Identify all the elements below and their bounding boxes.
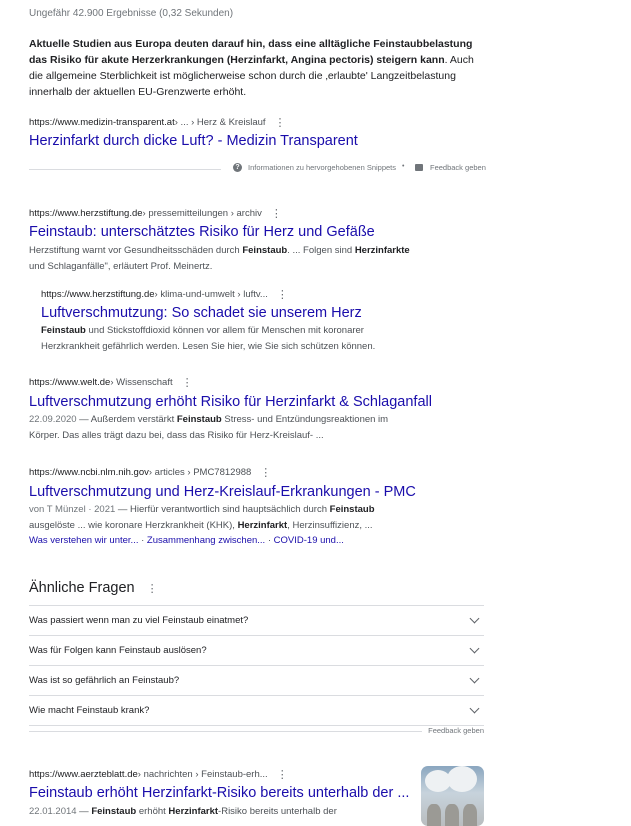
sitelink[interactable]: COVID-19 und... [273, 535, 344, 546]
desc-line [29, 243, 410, 259]
result-title-link[interactable]: Feinstaub erhöht Herzinfarkt-Risiko bereits unterhalb der ... [29, 785, 410, 801]
chevron-down-icon [470, 704, 480, 714]
feedback-label: Feedback geben [430, 163, 486, 172]
desc-bold: Feinstaub [329, 504, 375, 515]
result-domain: https://www.aerzteblatt.de [29, 769, 138, 780]
desc-bold: Feinstaub [41, 325, 86, 336]
more-vert-icon[interactable]: ⋮ [260, 467, 271, 479]
desc-text: und Schlaganfälle", erläutert Prof. Meinertz. [29, 261, 213, 272]
more-vert-icon[interactable]: ⋮ [274, 117, 285, 129]
desc-text: erhöht [136, 806, 169, 817]
featured-domain: https://www.medizin-transparent.at [29, 117, 175, 128]
paa-feedback-row [29, 726, 484, 736]
desc-text: — Hierfür verantwortlich sind hauptsächlich durch [115, 504, 330, 515]
desc-bold: Feinstaub [242, 245, 288, 256]
thumbnail-tower [427, 804, 441, 826]
separator-dot: · [138, 535, 147, 546]
featured-title-link[interactable]: Herzinfarkt durch dicke Luft? - Medizin Transparent [29, 133, 358, 149]
result-cite[interactable] [29, 207, 281, 220]
divider [29, 731, 422, 732]
result-cite[interactable] [29, 466, 270, 479]
related-question[interactable] [29, 636, 484, 666]
desc-text: -Risiko bereits unterhalb der [218, 806, 337, 817]
desc-text: und Stickstoffdioxid können vor allem für Menschen mit koronarer [85, 325, 364, 336]
feedback-link[interactable]: Feedback geben [428, 726, 484, 735]
result-path: › klima-und-umwelt › luftv... [154, 289, 268, 300]
feedback-flag-icon [415, 164, 423, 171]
question-text: Was ist so gefährlich an Feinstaub? [29, 675, 180, 686]
desc-line [29, 428, 388, 444]
more-vert-icon[interactable]: ⋮ [181, 377, 192, 389]
featured-snippet-rest: . Auch die allgemeine Sterblichkeit ist möglicherweise schon durch die ‚erlaubte' Langzeitbelastung innerhalb der aktuellen EU-Grenzwerte erhöht. [29, 54, 474, 98]
featured-meta-row [29, 163, 484, 175]
result-date: 22.09.2020 [29, 414, 77, 425]
related-question[interactable] [29, 696, 484, 726]
desc-bold: Feinstaub [91, 806, 137, 817]
featured-snippet-text [29, 36, 484, 100]
sitelink[interactable]: Was verstehen wir unter... [29, 535, 139, 546]
result-description [29, 412, 388, 444]
result-description [29, 243, 410, 275]
desc-text: . ... Folgen sind [287, 245, 355, 256]
result-domain: https://www.welt.de [29, 377, 111, 388]
result-cite[interactable] [29, 768, 287, 781]
desc-line [41, 339, 375, 355]
related-questions-title: Ähnliche Fragen [29, 580, 135, 596]
result-stats: Ungefähr 42.900 Ergebnisse (0,32 Sekunden) [29, 8, 234, 19]
question-text: Wie macht Feinstaub krank? [29, 705, 150, 716]
separator-dot: • [402, 163, 405, 170]
result-description [41, 323, 375, 355]
result-description [29, 502, 375, 534]
result-domain: https://www.herzstiftung.de [29, 208, 143, 219]
desc-text: ausgelöste ... wie koronare Herzkrankheit (KHK), [29, 520, 238, 531]
featured-cite[interactable] [29, 116, 285, 129]
desc-text: , Herzinsuffizienz, ... [287, 520, 373, 531]
result-path: › Wissenschaft [110, 377, 173, 388]
result-title-link[interactable]: Luftverschmutzung erhöht Risiko für Herzinfarkt & Schlaganfall [29, 394, 432, 410]
desc-text: Stress- und Entzündungsreaktionen im [221, 414, 389, 425]
desc-text: Herzstiftung warnt vor Gesundheitsschäden durch [29, 245, 243, 256]
desc-bold: Herzinfarkt [168, 806, 219, 817]
related-questions-header [29, 580, 157, 596]
separator-dot: · [265, 535, 274, 546]
desc-line [29, 804, 337, 820]
desc-bold: Feinstaub [176, 414, 222, 425]
related-question[interactable] [29, 666, 484, 696]
thumbnail-steam [447, 766, 477, 792]
chevron-down-icon [470, 614, 480, 624]
snippet-info-link[interactable] [233, 163, 396, 172]
question-text: Was passiert wenn man zu viel Feinstaub einatmet? [29, 615, 249, 626]
result-path: › articles › PMC7812988 [148, 467, 252, 478]
featured-snippet-bold: Aktuelle Studien aus Europa deuten darauf hin, dass eine alltägliche Feinstaubbelastung das Risiko für akute Herzerkrankungen (Herzinfarkt, Angina pectoris) steigern kann [29, 38, 473, 66]
desc-bold: Herzinfarkt [237, 520, 288, 531]
desc-text: Herzkrankheit gefährlich werden. Lesen Sie hier, wie Sie sich schützen können. [41, 341, 376, 352]
desc-text: Körper. Das alles trägt dazu bei, dass das Risiko für Herz-Kreislauf- ... [29, 430, 324, 441]
result-path: › pressemitteilungen › archiv [142, 208, 262, 219]
chevron-down-icon [470, 674, 480, 684]
result-title-link[interactable]: Luftverschmutzung: So schadet sie unserem Herz [41, 305, 362, 321]
result-description [29, 804, 337, 820]
result-date: 22.01.2014 [29, 806, 77, 817]
result-domain: https://www.herzstiftung.de [41, 289, 155, 300]
more-vert-icon[interactable]: ⋮ [270, 208, 281, 220]
question-text: Was für Folgen kann Feinstaub auslösen? [29, 645, 207, 656]
thumbnail-tower [463, 804, 477, 826]
related-question[interactable] [29, 606, 484, 636]
more-vert-icon[interactable]: ⋮ [276, 289, 287, 301]
related-questions-list [29, 605, 484, 726]
sitelink[interactable]: Zusammenhang zwischen... [146, 535, 266, 546]
more-vert-icon[interactable]: ⋮ [146, 582, 157, 595]
desc-text: — Außerdem verstärkt [76, 414, 177, 425]
snippet-info-label: Informationen zu hervorgehobenen Snippets [248, 163, 397, 172]
featured-path: › ... › Herz & Kreislauf [174, 117, 266, 128]
result-thumbnail[interactable] [421, 766, 484, 826]
result-title-link[interactable]: Luftverschmutzung und Herz-Kreislauf-Erkrankungen - PMC [29, 484, 416, 500]
desc-bold: Herzinfarkte [354, 245, 410, 256]
feedback-link[interactable] [415, 163, 486, 172]
desc-line [29, 259, 410, 275]
desc-text: — [76, 806, 92, 817]
sitelinks [29, 535, 344, 546]
desc-line [29, 412, 388, 428]
chevron-down-icon [470, 644, 480, 654]
thumbnail-tower [445, 804, 459, 826]
result-domain: https://www.ncbi.nlm.nih.gov [29, 467, 149, 478]
desc-line [41, 323, 375, 339]
desc-line [29, 502, 375, 518]
more-vert-icon[interactable]: ⋮ [276, 769, 287, 781]
divider [29, 169, 221, 170]
result-title-link[interactable]: Feinstaub: unterschätztes Risiko für Herz und Gefäße [29, 224, 375, 240]
result-cite[interactable] [29, 376, 192, 389]
desc-line [29, 518, 375, 534]
result-cite[interactable] [41, 288, 287, 301]
result-date: von T Münzel · 2021 [29, 504, 116, 515]
result-path: › nachrichten › Feinstaub-erh... [137, 769, 268, 780]
question-circle-icon: ? [233, 163, 242, 172]
